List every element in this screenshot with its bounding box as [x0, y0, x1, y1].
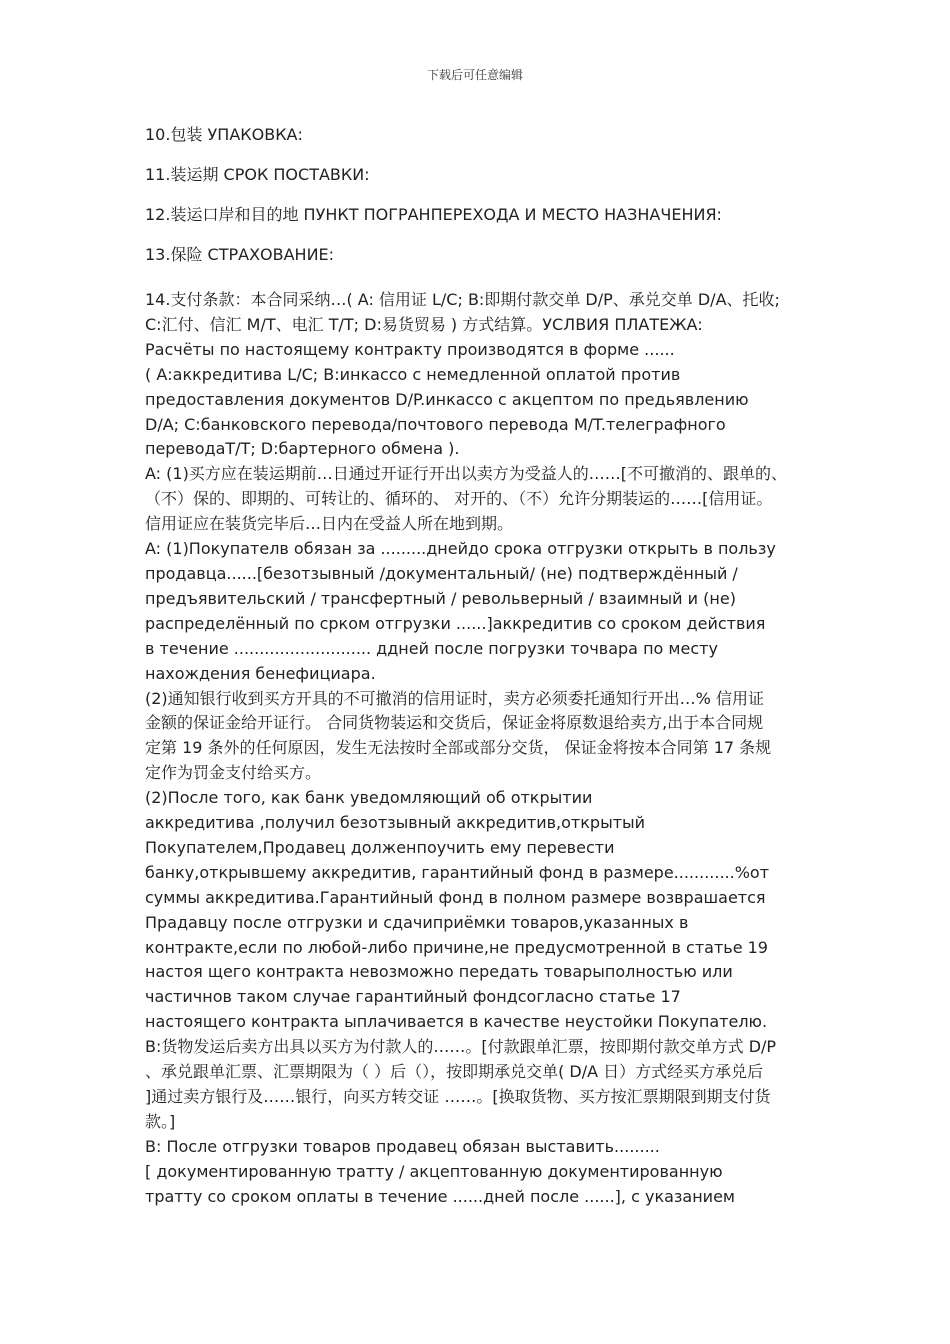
text-line: A: (1)Покупателв обязан за .........днейдо срока отгрузки открыть в пользу [145, 539, 776, 559]
document-body [145, 124, 815, 1210]
text-line: （不）保的、即期的、可转让的、循环的、 对开的、（不）允许分期装运的……[信用证。 [145, 489, 773, 509]
text-line: настоящего контракта ыплачивается в качестве неустойки Покупателю. [145, 1012, 768, 1032]
text-line: D/A; C:банковского перевода/почтового перевода M/T.телеграфного [145, 414, 726, 434]
text-line: C:汇付、信汇 M/T、电汇 T/T; D:易货贸易 ) 方式结算。УСЛВИЯ ПЛАТЕЖА: [145, 314, 703, 334]
section-heading: 10.包装 УПАКОВКА: [145, 125, 303, 144]
text-line: нахождения бенефициара. [145, 663, 376, 683]
text-line: 信用证应在装货完毕后…日内在受益人所在地到期。 [145, 514, 514, 534]
text-line: [ документированную тратту / акцептованную документированную [145, 1161, 723, 1181]
text-line: ( А:аккредитива L/C; B:инкассо с немедленной оплатой против [145, 364, 681, 384]
text-line: (2)После того, как банк уведомляющий об открытии [145, 788, 593, 808]
text-line: распределённый по срком отгрузки ......]аккредитив со сроком действия [145, 613, 766, 633]
text-line: 、承兑跟单汇票、汇票期限为（ ）后（），按即期承兑交单( D/A 日）方式经买方承兑后 [145, 1062, 764, 1082]
text-line: 款。] [145, 1111, 176, 1131]
section-heading: 11.装运期 СРОК ПОСТАВКИ: [145, 165, 370, 184]
text-line: суммы аккредитива.Гарантийный фонд в полном размере возврашается [145, 887, 766, 907]
text-line: переводаT/T; D:бартерного обмена ). [145, 439, 460, 459]
text-line: тратту со сроком оплаты в течение ......дней после ......], с указанием [145, 1186, 735, 1206]
text-line: B: После отгрузки товаров продавец обязан выставить......... [145, 1136, 660, 1156]
section-heading: 13.保险 СТРАХОВАНИЕ: [145, 245, 335, 264]
text-line: в течение ........................... ддней после погрузки точвара по месту [145, 638, 718, 658]
text-line: частичнов таком случае гарантийный фондсогласно статье 17 [145, 987, 681, 1007]
text-line: Прадавцу после отгрузки и сдачиприёмки товаров,указанных в [145, 912, 689, 932]
text-line: 14.支付条款：本合同采纳…( A: 信用证 L/C; B:即期付款交单 D/P、承兑交单 D/A、托收; [145, 290, 780, 309]
text-line: предъявительский / трансфертный / револьверный / взаимный и (не) [145, 588, 736, 608]
text-line: (2)通知银行收到买方开具的不可撤消的信用证时，卖方必须委托通知行开出…% 信用证 [145, 688, 764, 708]
text-line: продавца......[безотзывный /документальный/ (не) подтверждённый / [145, 563, 738, 583]
text-line: ]通过卖方银行及……银行，向买方转交证 ……。[换取货物、买方按汇票期限到期支付货 [145, 1087, 771, 1106]
text-line: контракте,если по любой-либо причине,не предусмотренной в статье 19 [145, 937, 768, 957]
text-line: 金额的保证金给开证行。 合同货物装运和交货后，保证金将原数退给卖方,出于本合同规 [145, 713, 764, 733]
page-header: 下载后可任意编辑 [426, 68, 523, 82]
section-headings [145, 124, 815, 266]
text-line: аккредитива ,получил безотзывный аккредитив,открытый [145, 813, 646, 833]
text-line: A: (1)买方应在装运期前…日通过开证行开出以卖方为受益人的……[不可撤消的、跟单的、 [145, 464, 788, 484]
payment-terms-section [145, 288, 815, 1210]
text-line: Покупателем,Продавец долженпоучить ему перевести [145, 837, 615, 857]
text-line: банку,открывшему аккредитив, гарантийный фонд в размере............%от [145, 862, 770, 882]
text-line: B:货物发运后卖方出具以买方为付款人的……。[付款跟单汇票，按即期付款交单方式 D/P [145, 1037, 777, 1057]
text-line: предоставления документов D/P.инкассо с акцептом по предьявлению [145, 389, 749, 409]
text-line: настоя щего контракта невозможно передать товарыполностью или [145, 962, 733, 982]
text-line: 定第 19 条外的任何原因，发生无法按时全部或部分交货， 保证金将按本合同第 17 条规 [145, 738, 772, 758]
text-line: Расчёты по настоящему контракту производятся в форме ...... [145, 339, 675, 359]
text-line: 定作为罚金支付给买方。 [145, 763, 322, 783]
section-heading: 12.装运口岸和目的地 ПУНКТ ПОГРАНПЕРЕХОДА И МЕСТО НАЗНАЧЕНИЯ: [145, 205, 722, 224]
